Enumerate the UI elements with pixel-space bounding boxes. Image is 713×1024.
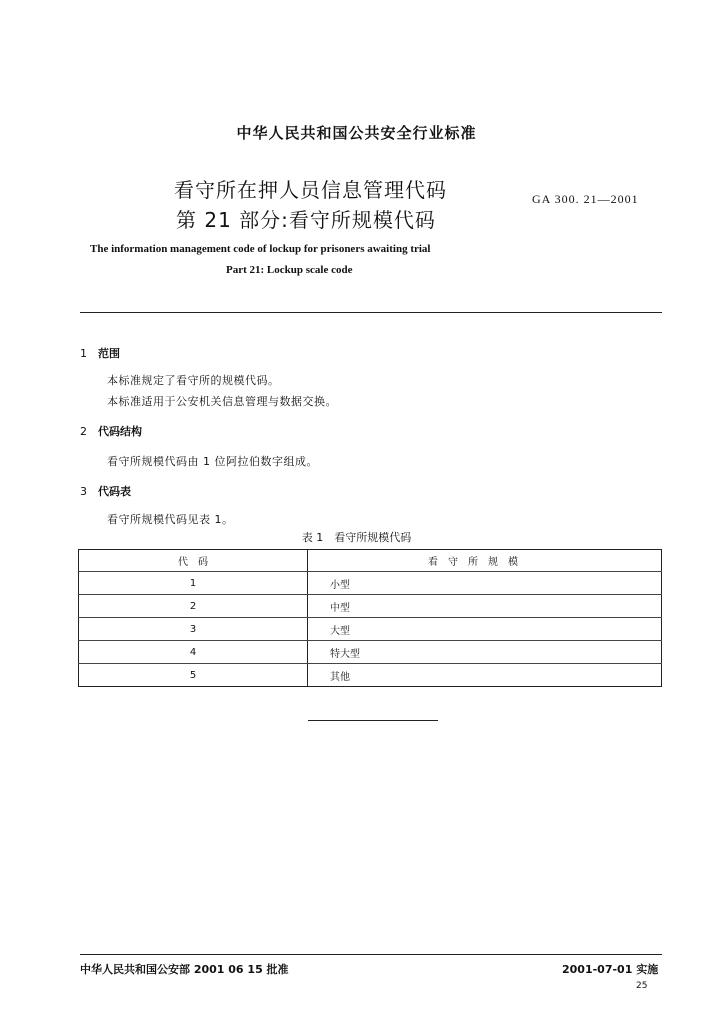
section-title: 代码表 (98, 485, 131, 498)
section-number: 3 (80, 485, 87, 498)
table-row (79, 641, 662, 664)
title-cn-line2: 第 21 部分:看守所规模代码 (176, 208, 436, 232)
footer-issued: 中华人民共和国公安部 2001 06 15 批准 (80, 963, 289, 976)
table-caption: 表 1 看守所规模代码 (301, 531, 412, 544)
row-code: 3 (79, 618, 308, 641)
footer-divider (80, 954, 662, 955)
row-scale: 其他 (308, 664, 662, 687)
title-cn-line1: 看守所在押人员信息管理代码 (174, 178, 447, 202)
end-mark (308, 720, 438, 721)
scale-code-table (78, 549, 662, 687)
footer-effective: 2001-07-01 实施 (562, 963, 659, 976)
section-1-heading (80, 345, 120, 361)
section-number: 2 (80, 425, 87, 438)
section-1-para-1: 本标准规定了看守所的规模代码。 (107, 374, 280, 387)
header-scale: 看守所规模 (308, 550, 662, 572)
table-row (79, 618, 662, 641)
table-row (79, 572, 662, 595)
section-1-para-2: 本标准适用于公安机关信息管理与数据交换。 (107, 395, 337, 408)
section-3-para-1: 看守所规模代码见表 1。 (107, 513, 234, 526)
row-scale: 小型 (308, 572, 662, 595)
row-scale: 中型 (308, 595, 662, 618)
row-scale: 大型 (308, 618, 662, 641)
table-header-row (79, 550, 662, 572)
row-code: 4 (79, 641, 308, 664)
standard-org-header: 中华人民共和国公共安全行业标准 (236, 124, 477, 142)
table-row (79, 595, 662, 618)
title-en-line2: Part 21: Lockup scale code (226, 264, 353, 276)
section-title: 代码结构 (98, 425, 142, 438)
header-code: 代 码 (79, 550, 308, 572)
row-code: 5 (79, 664, 308, 687)
row-code: 2 (79, 595, 308, 618)
row-scale: 特大型 (308, 641, 662, 664)
section-2-para-1: 看守所规模代码由 1 位阿拉伯数字组成。 (107, 455, 318, 468)
section-number: 1 (80, 347, 87, 360)
row-code: 1 (79, 572, 308, 595)
header-divider (80, 312, 662, 313)
page-number: 25 (636, 981, 648, 991)
table-row (79, 664, 662, 687)
title-en-line1: The information management code of lockup for prisoners awaiting trial (90, 243, 431, 255)
section-2-heading (80, 423, 142, 439)
standard-code: GA 300. 21—2001 (532, 192, 639, 206)
section-title: 范围 (98, 347, 120, 360)
section-3-heading (80, 483, 131, 499)
